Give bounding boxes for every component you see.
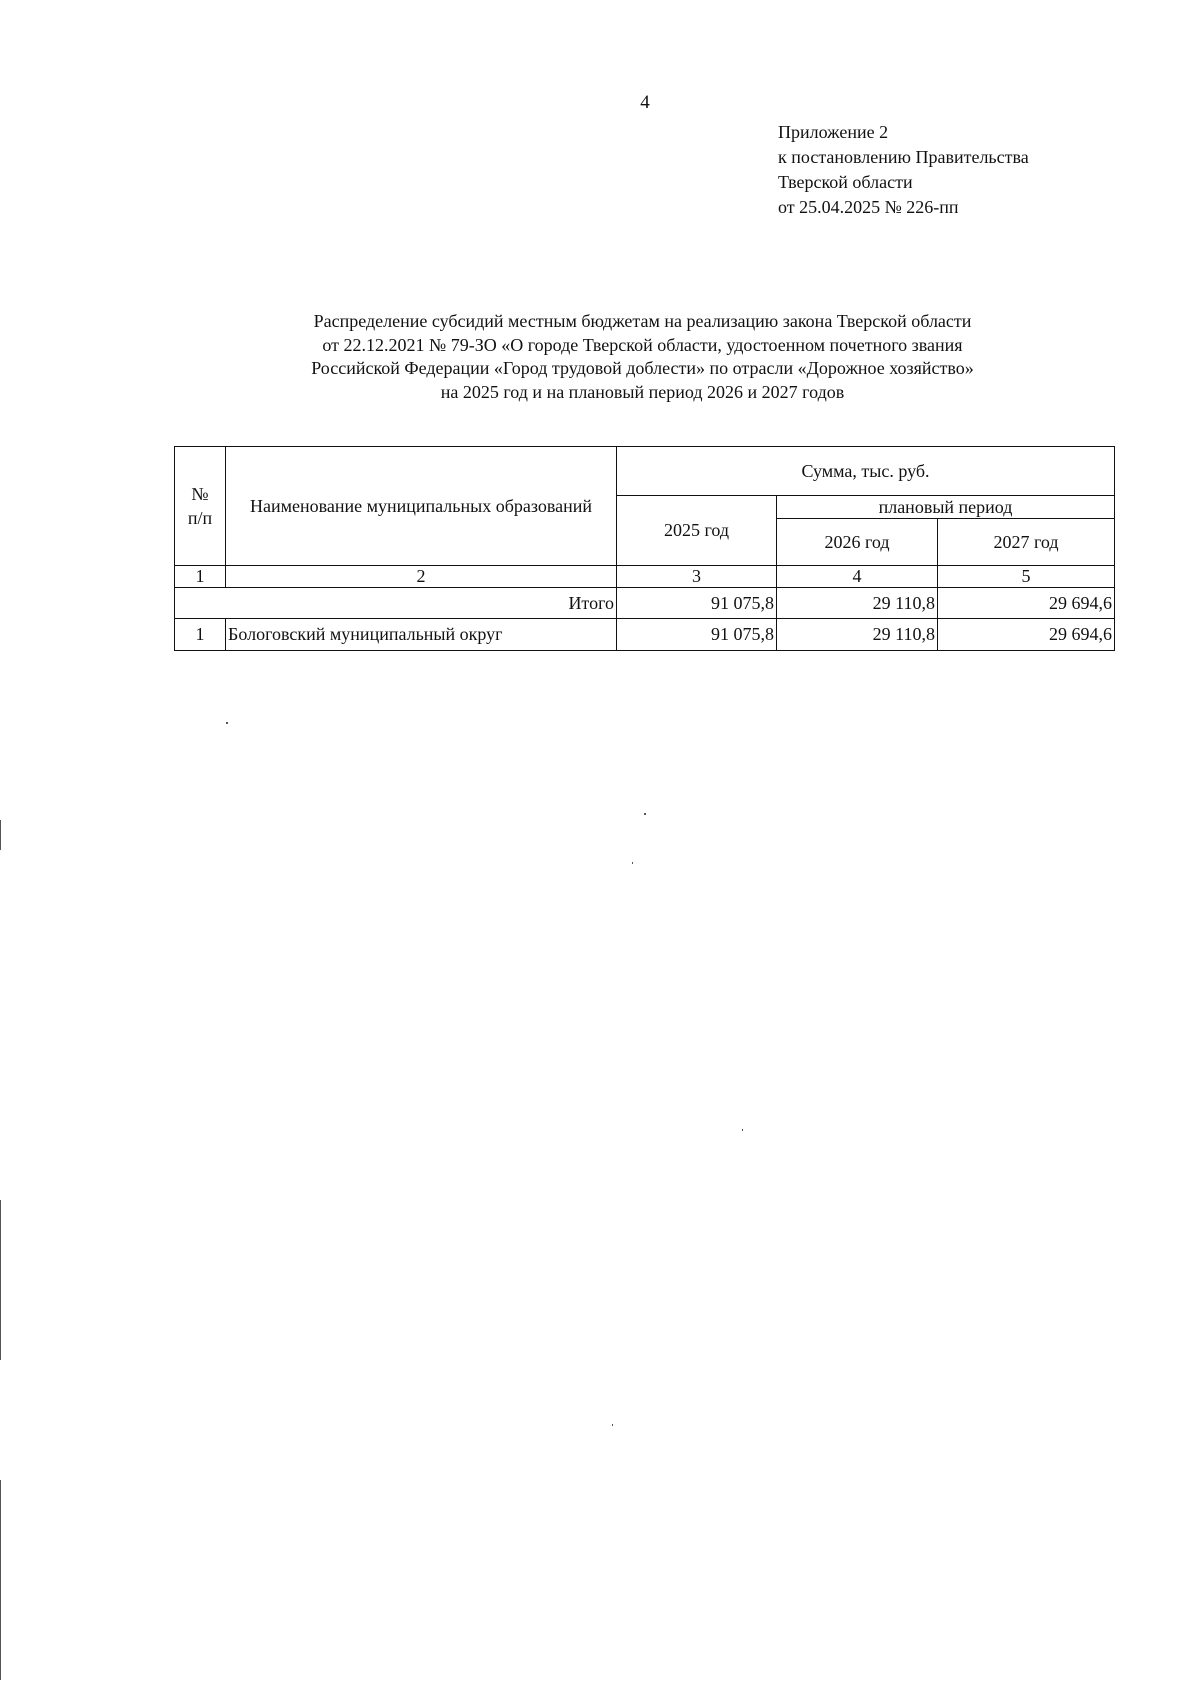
year-2026-header: 2026 год — [777, 519, 938, 566]
column-number: 4 — [777, 566, 938, 588]
column-number: 1 — [175, 566, 226, 588]
municipality-name: Бологовский муниципальный округ — [226, 619, 617, 651]
document-title — [200, 310, 1085, 404]
scan-speck — [612, 1424, 613, 1426]
total-2027: 29 694,6 — [938, 588, 1115, 619]
appendix-line: Приложение 2 — [778, 122, 889, 142]
table-row — [175, 619, 1115, 651]
title-line: Российской Федерации «Город трудовой доблести» по отрасли «Дорожное хозяйство» — [311, 358, 974, 378]
total-2026: 29 110,8 — [777, 588, 938, 619]
total-label: Итого — [175, 588, 617, 619]
appendix-line: Тверской области — [778, 172, 913, 192]
planning-period-header: плановый период — [777, 496, 1115, 519]
amount-2026: 29 110,8 — [777, 619, 938, 651]
scan-edge — [0, 820, 1, 850]
scan-speck — [742, 1129, 743, 1131]
scan-edge — [0, 1480, 1, 1680]
header-row — [175, 447, 1115, 496]
num-header-bottom: п/п — [187, 508, 213, 528]
appendix-block — [778, 120, 1029, 220]
year-2027-header: 2027 год — [938, 519, 1115, 566]
appendix-line: к постановлению Правительства — [778, 147, 1029, 167]
title-line: на 2025 год и на плановый период 2026 и 2027 годов — [440, 381, 845, 402]
scan-speck — [644, 813, 646, 815]
amount-2025: 91 075,8 — [617, 619, 777, 651]
name-header: Наименование муниципальных образований — [226, 447, 617, 566]
appendix-line: от 25.04.2025 № 226-пп — [778, 197, 959, 217]
column-number: 3 — [617, 566, 777, 588]
num-header — [175, 447, 226, 566]
total-row — [175, 588, 1115, 619]
scan-speck — [226, 722, 228, 724]
title-line: от 22.12.2021 № 79-ЗО «О городе Тверской области, удостоенном почетного звания — [322, 334, 963, 355]
column-number: 2 — [226, 566, 617, 588]
row-number: 1 — [175, 619, 226, 651]
column-number-row — [175, 566, 1115, 588]
sum-header: Сумма, тыс. руб. — [617, 447, 1115, 496]
total-2025: 91 075,8 — [617, 588, 777, 619]
year-2025-header: 2025 год — [617, 496, 777, 566]
amount-2027: 29 694,6 — [938, 619, 1115, 651]
page-number: 4 — [640, 92, 650, 113]
column-number: 5 — [938, 566, 1115, 588]
scan-edge — [0, 1200, 1, 1360]
num-header-top: № — [191, 484, 209, 504]
scan-speck — [632, 862, 633, 864]
subsidy-table — [174, 446, 1115, 651]
title-line: Распределение субсидий местным бюджетам на реализацию закона Тверской области — [313, 311, 972, 331]
